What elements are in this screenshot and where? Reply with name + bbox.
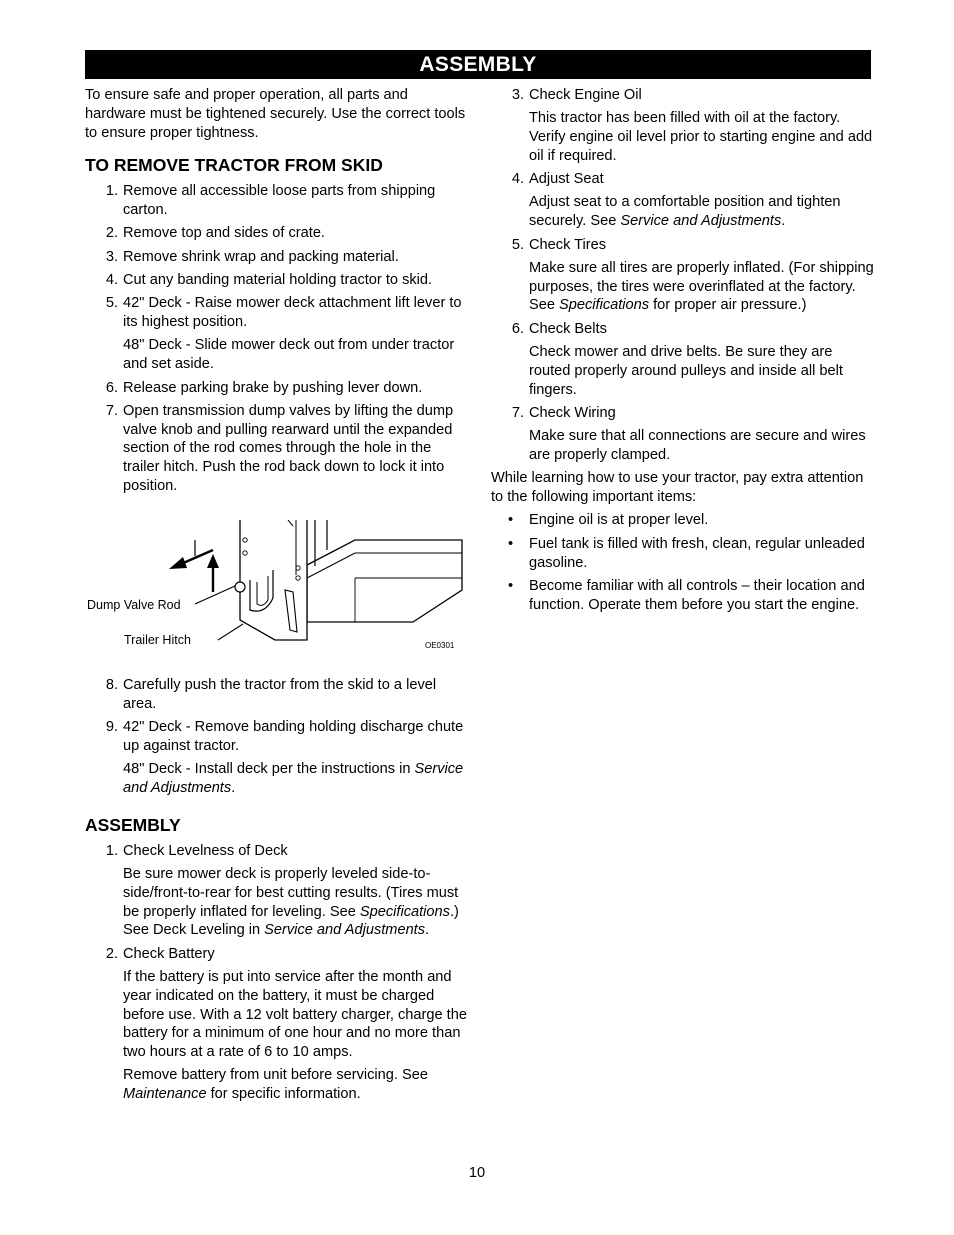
- assembly-step-5: 5. Check Tires: [511, 236, 607, 253]
- assembly-step-1: 1. Check Levelness of Deck: [105, 842, 288, 859]
- dump-valve-figure: [85, 520, 470, 670]
- assembly-step-6: 6. Check Belts: [511, 320, 607, 337]
- skid-step-1: 1. Remove all accessible loose parts from shipping carton.: [105, 183, 436, 219]
- intro-paragraph: To ensure safe and proper operation, all parts and hardware must be tightened securely. Use the correct tools to ensure proper tightness.: [85, 87, 466, 141]
- assembly-step-4-body: Adjust seat to a comfortable position and tighten securely. See Service and Adjustments.: [529, 194, 841, 230]
- skid-step-8: 8. Carefully push the tractor from the skid to a level area.: [105, 676, 437, 712]
- dump-valve-rod-label: Dump Valve Rod: [87, 597, 181, 612]
- assembly-step-4: 4. Adjust Seat: [511, 171, 604, 188]
- assembly-step-6-body: Check mower and drive belts. Be sure they are routed properly around pulleys and inside all belt fingers.: [529, 344, 843, 398]
- assembly-step-5-body: Make sure all tires are properly inflated. (For shipping purposes, the tires were overinflated at the factory. See Specifications for proper air pressure.): [529, 259, 874, 314]
- bullet-item: • Become familiar with all controls – their location and function. Operate them before you start the engine.: [508, 577, 865, 613]
- assembly-step-3-body: This tractor has been filled with oil at the factory. Verify engine oil level prior to starting engine and add oil if required.: [529, 110, 873, 164]
- skid-step-9-sub: 48" Deck - Install deck per the instructions in Service and Adjustments.: [123, 761, 464, 796]
- skid-step-5: 5. 42" Deck - Raise mower deck attachment lift lever to its highest position.: [105, 295, 462, 331]
- assembly-step-3: 3. Check Engine Oil: [511, 87, 642, 103]
- skid-step-2: 2. Remove top and sides of crate.: [105, 225, 325, 242]
- skid-step-6: 6. Release parking brake by pushing lever down.: [105, 379, 423, 396]
- trailer-hitch-label: Trailer Hitch: [124, 632, 191, 647]
- skid-step-3: 3. Remove shrink wrap and packing material.: [105, 248, 399, 265]
- page-number: 10: [468, 1165, 486, 1181]
- assembly-step-7-body: Make sure that all connections are secure and wires are properly clamped.: [529, 428, 866, 464]
- learning-paragraph: While learning how to use your tractor, pay extra attention to the following important items:: [491, 470, 864, 506]
- bullet-item: • Engine oil is at proper level.: [508, 512, 709, 529]
- right-column: [491, 86, 876, 619]
- figure-code: OE0301: [425, 640, 455, 650]
- skid-step-5-sub: 48" Deck - Slide mower deck out from under tractor and set aside.: [123, 337, 455, 373]
- left-column: [85, 86, 470, 1108]
- assembly-step-2-body-2: Remove battery from unit before servicing. See Maintenance for specific information.: [123, 1067, 428, 1103]
- bullet-item: • Fuel tank is filled with fresh, clean, regular unleaded gasoline.: [508, 535, 865, 571]
- skid-step-7: 7. Open transmission dump valves by lifting the dump valve knob and pulling rearward until the expanded section of the rod comes through the hole in the trailer hitch. Push the rod back down to lock it into position.: [105, 402, 454, 495]
- skid-step-4: 4. Cut any banding material holding tractor to skid.: [105, 272, 433, 289]
- assembly-step-1-body: Be sure mower deck is properly leveled side-to-side/front-to-rear for best cutting results. (Tires must be properly inflated for leveling. See Specifications.) See Deck Leveling in Service and Adjustments.: [123, 865, 459, 939]
- assembly-step-7: 7. Check Wiring: [511, 404, 616, 421]
- dump-valve-illustration: [85, 520, 470, 670]
- skid-heading: TO REMOVE TRACTOR FROM SKID: [85, 155, 383, 176]
- skid-step-9: 9. 42" Deck - Remove banding holding discharge chute up against tractor.: [105, 718, 464, 754]
- assembly-heading: ASSEMBLY: [85, 814, 181, 835]
- assembly-step-2-body: If the battery is put into service after the month and year indicated on the battery, it must be charged before use. With a 12 volt battery charger, charge the battery for a minimum of one hour and no more than two hours at a rate of 6 to 10 amps.: [123, 968, 467, 1061]
- section-banner: ASSEMBLY: [85, 50, 871, 79]
- assembly-step-2: 2. Check Battery: [105, 945, 215, 962]
